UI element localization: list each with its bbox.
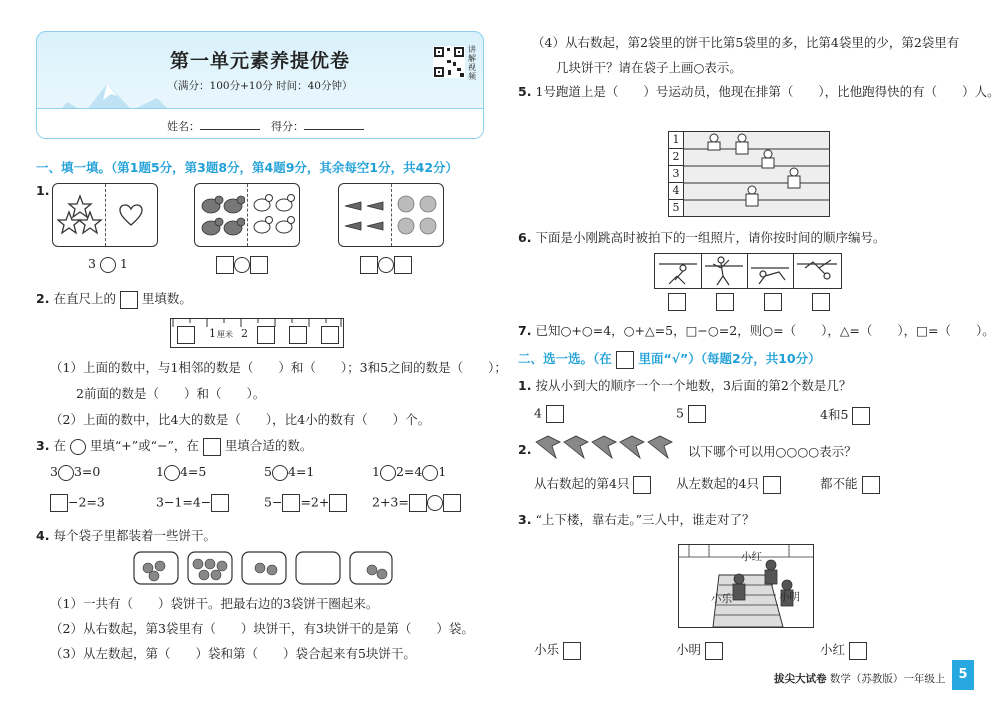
pigeon-icon: [536, 436, 560, 458]
q3-stem-b: 里填“+”或“−”，在: [89, 438, 199, 453]
q3-text: 1: [438, 464, 447, 479]
s2-q1-number: 1.: [518, 378, 532, 393]
ruler-blank-0[interactable]: [177, 326, 195, 344]
q1-compare-circle[interactable]: [234, 257, 250, 273]
q3-op-circle[interactable]: [422, 465, 438, 481]
option-label: 从右数起的第4只: [534, 476, 630, 491]
s2-q1-option-a[interactable]: [534, 405, 564, 423]
q3-blank-box[interactable]: [329, 494, 347, 512]
section2-box-symbol: [616, 351, 634, 369]
q1-number: 1.: [36, 183, 50, 198]
header-card: [36, 31, 484, 139]
footer-brand: 拔尖大试卷: [774, 673, 827, 685]
jump-photos: [654, 253, 842, 289]
option-label: 小明: [676, 642, 702, 657]
q2-part2: （2）上面的数中，比4大的数是（ ），比4小的数有（ ）个。: [50, 412, 431, 427]
stairs-illustration: [678, 544, 814, 628]
q5-number: 5.: [518, 84, 532, 99]
rooster-icon: [251, 190, 297, 240]
q3-eq-5: [50, 494, 105, 512]
page-title: 第一单元素养提优卷: [169, 50, 350, 72]
q3-op-circle[interactable]: [380, 465, 396, 481]
cabbage-icon: [395, 192, 441, 238]
lane-number: 4: [669, 183, 683, 200]
pigeon-icon: [648, 436, 672, 458]
s2-q2-option-a[interactable]: [534, 474, 651, 494]
q2-part1-b: 2前面的数是（ ）和（ ）。: [76, 386, 266, 401]
q6-stem: [518, 228, 885, 246]
option-checkbox[interactable]: [633, 476, 651, 494]
qr-code-icon[interactable]: [433, 46, 465, 78]
q2-box-symbol: [120, 291, 138, 309]
lane-number: 3: [669, 166, 683, 183]
q1-answer-3: [360, 256, 412, 274]
pigeon-icon: [592, 436, 616, 458]
s2-q2-option-c[interactable]: [820, 474, 880, 494]
q4-part1: （1）一共有（ ）袋饼干。把最右边的3袋饼干圈起来。: [50, 596, 379, 611]
option-checkbox[interactable]: [546, 405, 564, 423]
option-checkbox[interactable]: [688, 405, 706, 423]
s2-q2-stem: [518, 442, 531, 457]
q1-blank-box[interactable]: [216, 256, 234, 274]
q3-text: 4=1: [287, 464, 315, 479]
q3-eq-6: [156, 494, 229, 512]
q3-op-circle[interactable]: [164, 465, 180, 481]
carrot-icon: [343, 196, 389, 236]
q2-part1-a: （1）上面的数中，与1相邻的数是（ ）和（ ）；3和5之间的数是（ ）；: [50, 360, 507, 375]
score-field[interactable]: [271, 118, 364, 134]
option-label: 都不能: [820, 476, 858, 491]
section2-heading-b: 里面“√”）（每题2分，共10分）: [638, 351, 821, 366]
q7-stem: [518, 321, 995, 339]
q3-text: 1: [372, 464, 380, 479]
q3-op-circle[interactable]: [427, 495, 443, 511]
q3-text: =2+: [300, 494, 330, 510]
q3-eq-2: [156, 464, 206, 481]
q1-card-2: [194, 183, 300, 247]
lane-number: 2: [669, 149, 683, 166]
q3-text: 3−1=4−: [156, 494, 212, 510]
q7-text: 已知○+○=4，○+△=5，□−○=2，则○=（ ），△=（ ），□=（ ）。: [535, 323, 995, 338]
q3-text: 1: [156, 464, 164, 479]
option-checkbox[interactable]: [862, 476, 880, 494]
q3-blank-box[interactable]: [443, 494, 461, 512]
q3-text: 5−: [264, 494, 283, 510]
heart-icon: [119, 204, 143, 226]
q3-text: 2=4: [395, 464, 423, 479]
option-checkbox[interactable]: [849, 642, 867, 660]
q5-stem: [518, 82, 1000, 100]
q4-stem: [36, 526, 216, 544]
q4-part4-b: 几块饼干？请在袋子上画○表示。: [556, 60, 742, 75]
score-label: 得分：: [271, 120, 304, 133]
q4-stem-text: 每个袋子里都装着一些饼干。: [53, 528, 216, 543]
ruler: [170, 318, 344, 348]
footer: [774, 671, 945, 686]
q3-number: 3.: [36, 438, 50, 453]
q3-blank-box[interactable]: [211, 494, 229, 512]
q6-number: 6.: [518, 230, 532, 245]
q2-stem: [36, 289, 192, 309]
section1-heading: 一、填一填。（第1题5分，第3题8分，第4题9分，其余每空1分，共42分）: [36, 160, 459, 175]
q3-text: −2=3: [68, 494, 105, 510]
cookie-bags-illustration: [132, 548, 394, 588]
q1-blank-box[interactable]: [394, 256, 412, 274]
lane-numbers: [669, 132, 684, 216]
q1-blank-box[interactable]: [360, 256, 378, 274]
q3-text: 2+3=: [372, 494, 409, 510]
q1-compare-circle[interactable]: [100, 257, 116, 273]
photo-order-box-4[interactable]: [812, 293, 830, 311]
q1-value-right: 1: [119, 256, 128, 271]
q3-eq-1: [50, 464, 100, 481]
option-label: 小红: [820, 642, 846, 657]
running-track: [668, 131, 830, 217]
ruler-label-1: 1: [209, 327, 216, 340]
q3-stem-a: 在: [53, 438, 66, 453]
q3-eq-8: [372, 494, 461, 512]
star-icon: [57, 194, 103, 238]
q2-stem-b: 里填数。: [141, 291, 192, 306]
q3-stem: [36, 436, 312, 456]
q1-compare-circle[interactable]: [378, 257, 394, 273]
q3-box-symbol: [203, 438, 221, 456]
q1-card-1: [52, 183, 158, 247]
lane-number: 5: [672, 201, 680, 214]
q3-text: 4=5: [179, 464, 207, 479]
photo-order-box-2[interactable]: [716, 293, 734, 311]
name-field[interactable]: [167, 118, 260, 134]
option-label: 从左数起的4只: [676, 476, 759, 491]
lane-number: 1: [669, 132, 683, 149]
option-checkbox[interactable]: [852, 407, 870, 425]
section2-heading-a: 二、选一选。（在: [518, 351, 612, 366]
ruler-blank-4[interactable]: [289, 326, 307, 344]
q3-circle-symbol: [70, 439, 86, 455]
qr-label: 讲解视频: [468, 45, 476, 81]
option-checkbox[interactable]: [563, 642, 581, 660]
ruler-unit: 厘米: [217, 330, 233, 339]
page-subtitle: （满分：100分+10分 时间：40分钟）: [167, 80, 353, 92]
pigeon-icon: [564, 436, 588, 458]
q2-number: 2.: [36, 291, 50, 306]
option-label: 4: [534, 405, 542, 421]
option-label: 5: [676, 405, 684, 421]
q3-blank-box[interactable]: [409, 494, 427, 512]
section2-heading: [518, 349, 821, 369]
option-label: 小乐: [534, 642, 560, 657]
ruler-blank-5[interactable]: [321, 326, 339, 344]
option-label: 4和5: [820, 407, 849, 422]
s2-q3-number: 3.: [518, 512, 532, 527]
s2-q2-text: 以下哪个可以用○○○○表示？: [688, 444, 857, 459]
s2-q3-stem: [518, 510, 754, 528]
q3-blank-box[interactable]: [282, 494, 300, 512]
s2-q1-text: 按从小到大的顺序一个一个地数，3后面的第2个数是几？: [535, 378, 852, 393]
label-xiaohong: 小红: [741, 551, 762, 563]
q4-part3: （3）从左数起，第（ ）袋和第（ ）袋合起来有5块饼干。: [50, 646, 416, 661]
q3-eq-3: [264, 464, 314, 481]
footer-subject: 数学（苏教版）一年级上: [829, 673, 946, 685]
q3-op-circle[interactable]: [58, 465, 74, 481]
q7-number: 7.: [518, 323, 532, 338]
q3-text: 3=0: [73, 464, 101, 479]
ruler-blank-3[interactable]: [257, 326, 275, 344]
label-xiaoming: 小明: [779, 591, 800, 603]
s2-q1-stem: [518, 376, 851, 394]
q3-blank-box[interactable]: [50, 494, 68, 512]
q2-stem-a: 在直尺上的: [53, 291, 116, 306]
q3-text: 5: [264, 464, 272, 479]
option-checkbox[interactable]: [763, 476, 781, 494]
s2-q3-text: “上下楼，靠右走。”三人中，谁走对了？: [535, 512, 755, 527]
q1-blank-box[interactable]: [250, 256, 268, 274]
name-label: 姓名：: [167, 120, 200, 133]
name-bar: [37, 108, 483, 139]
q4-part2: （2）从右数起，第3袋里有（ ）块饼干，有3块饼干的是第（ ）袋。: [50, 621, 474, 636]
label-xiaole: 小乐: [711, 593, 732, 605]
photo-order-box-1[interactable]: [668, 293, 686, 311]
q3-stem-c: 里填合适的数。: [224, 438, 313, 453]
s2-q1-option-c[interactable]: [820, 405, 870, 425]
s2-q3-option-b[interactable]: [676, 640, 723, 660]
s2-q3-option-a[interactable]: [534, 640, 581, 660]
pigeons-illustration: [534, 432, 682, 462]
q4-part4-a: （4）从右数起，第2袋里的饼干比第5袋里的多，比第4袋里的少，第2袋里有: [532, 35, 960, 50]
page-number-badge: 5: [952, 660, 974, 690]
photo-order-box-3[interactable]: [764, 293, 782, 311]
ruler-label-2: 2: [241, 327, 248, 340]
s2-q1-option-b[interactable]: [676, 405, 706, 423]
q3-op-circle[interactable]: [272, 465, 288, 481]
hen-icon: [199, 190, 245, 240]
cookie-bag: [296, 552, 340, 584]
pigeon-icon: [620, 436, 644, 458]
runners-illustration: [684, 132, 829, 216]
q5-text: 1号跑道上是（ ）号运动员，他现在排第（ ），比他跑得快的有（ ）人。: [535, 84, 1000, 99]
high-jump-icon: [655, 254, 841, 288]
s2-q2-number: 2.: [518, 442, 532, 457]
q1-card-3: [338, 183, 444, 247]
q3-eq-4: [372, 464, 446, 481]
option-checkbox[interactable]: [705, 642, 723, 660]
q4-number: 4.: [36, 528, 50, 543]
s2-q2-option-b[interactable]: [676, 474, 781, 494]
q3-eq-7: [264, 494, 347, 512]
q1-answer-2: [216, 256, 268, 274]
q6-text: 下面是小刚跳高时被拍下的一组照片，请你按时间的顺序编号。: [535, 230, 886, 245]
s2-q3-option-c[interactable]: [820, 640, 867, 660]
q1-answer-1: [88, 256, 128, 273]
q1-value-left: 3: [88, 256, 96, 271]
q3-text: 3: [50, 464, 58, 479]
